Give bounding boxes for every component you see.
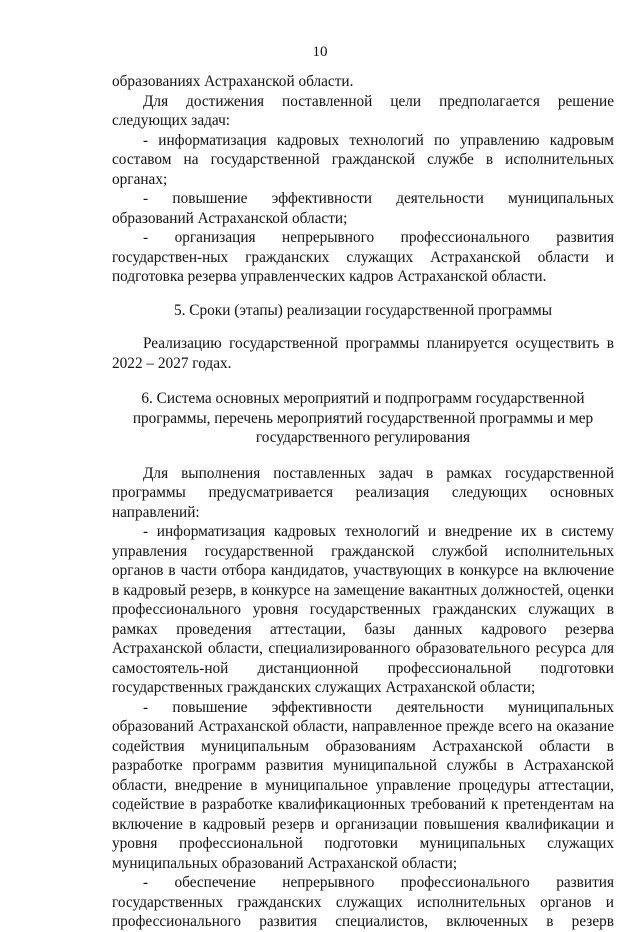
section-6-intro: Для выполнения поставленных задач в рамках государственной программы предусматривается реализация следующих основных направлений: [112,464,614,521]
page-number: 10 [312,44,328,60]
paragraph-tasks-intro: Для достижения поставленной цели предполагается решение следующих задач: [112,92,614,129]
task-item-2: - повышение эффективности деятельности муниципальных образований Астраханской области; [112,190,614,227]
task-item-3: - организация непрерывного профессионального развития государствен-ных гражданских служащих Астраханской области и подготовка резерва управленческих кадров Астраханской области. [112,229,614,285]
section-5-text: Реализацию государственной программы планируется осуществить в 2022 – 2027 годах. [112,335,614,372]
section-6-heading [112,389,614,448]
paragraph-continuation: образованиях Астраханской области. [112,73,354,90]
task-item-1: - информатизация кадровых технологий по управлению кадровым составом на государственной гражданской службе в исполнительных органах; [112,131,614,188]
document-body [112,72,614,932]
direction-item-3: - обеспечение непрерывного профессионального развития государственных гражданских служащих исполнительных органов и профессионального развития специалистов, включенных в резерв [112,874,614,930]
section-6-heading-line: государственного регулирования [255,429,471,446]
section-5-heading: 5. Сроки (этапы) реализации государственной программы [173,301,552,319]
section-6-heading-line: программы, перечень мероприятий государственной программы и мер [132,409,594,427]
direction-item-2: - повышение эффективности деятельности муниципальных образований Астраханской области, направленное прежде всего на оказание содействия муниципальным образованиям Астраханской области в разработке программ развития муниципальной службы в Астраханской области, внедрение в муниципальное управление процедуры аттестации, содействие в разработке квалификационных требований к претендентам на включение в кадровый резерв и организации повышения квалификации и уровня профессиональной подготовки муниципальных служащих муниципальных образований Астраханской области; [112,698,614,872]
direction-item-1: - информатизация кадровых технологий и внедрение их в систему управления государственной гражданской службой исполнительных органов в части отбора кандидатов, участвующих в конкурсе на включение в кадровый резерв, в конкурсе на замещение вакантных должностей, оценки профессионального уровня государственных гражданских служащих в рамках проведения аттестации, базы данных кадрового резерва Астраханской области, специализированного образовательного ресурса для самостоятель-ной дистанционной профессиональной подготовки государственных гражданских служащих Астраханской области; [112,523,614,696]
section-6-heading-line: 6. Система основных мероприятий и подпрограмм государственной [141,390,585,407]
